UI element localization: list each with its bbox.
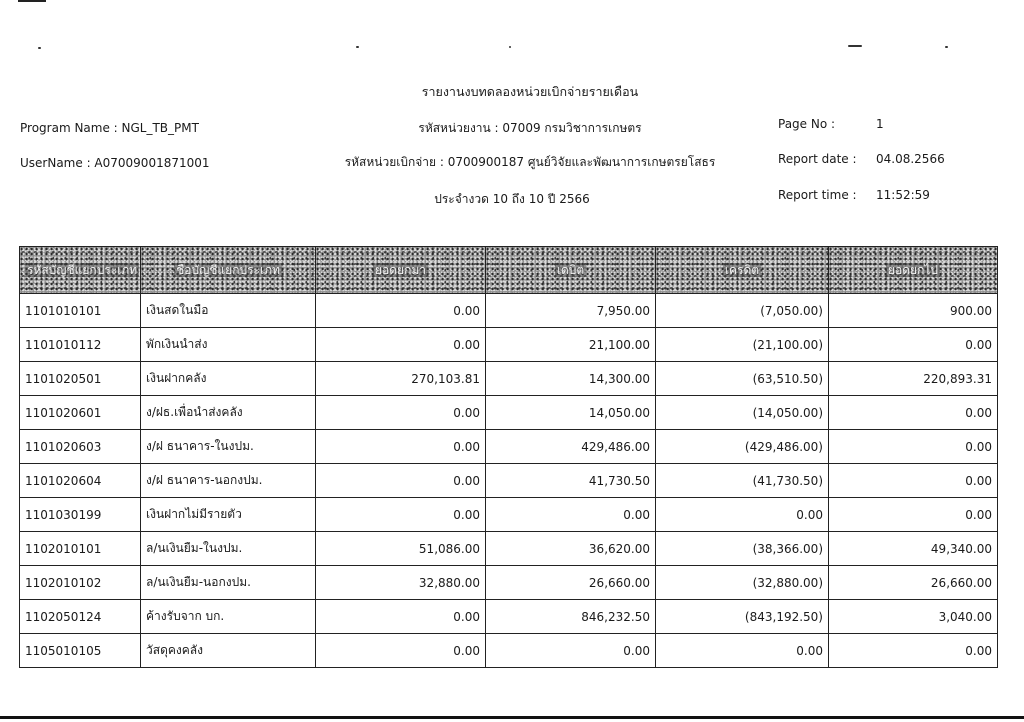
credit-cell: (38,366.00): [656, 532, 829, 566]
debit-cell: 0.00: [486, 634, 656, 668]
credit-cell: (63,510.50): [656, 362, 829, 396]
report-time-label: Report time :: [778, 188, 857, 202]
credit-cell: 0.00: [656, 634, 829, 668]
trial-balance-table: [19, 246, 998, 668]
account-code-cell: 1101020603: [20, 430, 141, 464]
header-brought-forward: ยอดยกมา: [316, 247, 486, 294]
table-row: [20, 634, 998, 668]
debit-cell: 429,486.00: [486, 430, 656, 464]
account-name-cell: ล/นเงินยืม-ในงปม.: [141, 532, 316, 566]
account-code-cell: 1101020604: [20, 464, 141, 498]
table-row: [20, 294, 998, 328]
brought-forward-cell: 0.00: [316, 498, 486, 532]
table-row: [20, 600, 998, 634]
table-row: [20, 430, 998, 464]
program-name: Program Name : NGL_TB_PMT: [20, 121, 199, 135]
carried-forward-cell: 3,040.00: [829, 600, 998, 634]
table-row: [20, 396, 998, 430]
header-carried-forward: ยอดยกไป: [829, 247, 998, 294]
brought-forward-cell: 270,103.81: [316, 362, 486, 396]
scan-speck: [509, 46, 511, 48]
debit-cell: 41,730.50: [486, 464, 656, 498]
table-row: [20, 362, 998, 396]
brought-forward-cell: 0.00: [316, 464, 486, 498]
account-code-cell: 1102010101: [20, 532, 141, 566]
account-code-cell: 1101010101: [20, 294, 141, 328]
header-credit: เครดิต: [656, 247, 829, 294]
account-code-cell: 1101020501: [20, 362, 141, 396]
debit-cell: 26,660.00: [486, 566, 656, 600]
report-date-label: Report date :: [778, 152, 857, 166]
credit-cell: (21,100.00): [656, 328, 829, 362]
table-row: [20, 328, 998, 362]
carried-forward-cell: 49,340.00: [829, 532, 998, 566]
credit-cell: (429,486.00): [656, 430, 829, 464]
table-row: [20, 464, 998, 498]
scan-speck: [356, 46, 359, 48]
table-row: [20, 498, 998, 532]
debit-cell: 7,950.00: [486, 294, 656, 328]
carried-forward-cell: 0.00: [829, 498, 998, 532]
header-account-code: รหัสบัญชีแยกประเภท: [20, 247, 141, 294]
table-header-row: [20, 247, 998, 294]
account-name-cell: เงินฝากคลัง: [141, 362, 316, 396]
carried-forward-cell: 0.00: [829, 396, 998, 430]
table-row: [20, 566, 998, 600]
brought-forward-cell: 32,880.00: [316, 566, 486, 600]
page-number-value: 1: [876, 117, 884, 131]
scan-artifact-top: [18, 0, 46, 2]
debit-cell: 0.00: [486, 498, 656, 532]
report-date-value: 04.08.2566: [876, 152, 945, 166]
credit-cell: (7,050.00): [656, 294, 829, 328]
credit-cell: (41,730.50): [656, 464, 829, 498]
carried-forward-cell: 220,893.31: [829, 362, 998, 396]
account-name-cell: ง/ฝ ธนาคาร-นอกงปม.: [141, 464, 316, 498]
brought-forward-cell: 0.00: [316, 294, 486, 328]
brought-forward-cell: 51,086.00: [316, 532, 486, 566]
account-code-cell: 1101010112: [20, 328, 141, 362]
account-code-cell: 1101030199: [20, 498, 141, 532]
carried-forward-cell: 0.00: [829, 634, 998, 668]
report-period: ประจำงวด 10 ถึง 10 ปี 2566: [434, 192, 590, 206]
brought-forward-cell: 0.00: [316, 600, 486, 634]
page-number-label: Page No :: [778, 117, 836, 131]
carried-forward-cell: 900.00: [829, 294, 998, 328]
account-code-cell: 1102050124: [20, 600, 141, 634]
account-name-cell: เงินสดในมือ: [141, 294, 316, 328]
credit-cell: (14,050.00): [656, 396, 829, 430]
account-name-cell: เงินฝากไม่มีรายตัว: [141, 498, 316, 532]
account-name-cell: ง/ฝธ.เพื่อนำส่งคลัง: [141, 396, 316, 430]
carried-forward-cell: 0.00: [829, 328, 998, 362]
user-name: UserName : A07009001871001: [20, 156, 210, 170]
account-code-cell: 1101020601: [20, 396, 141, 430]
debit-cell: 846,232.50: [486, 600, 656, 634]
scan-speck: [945, 46, 948, 48]
carried-forward-cell: 0.00: [829, 464, 998, 498]
debit-cell: 36,620.00: [486, 532, 656, 566]
header-debit: เดบิต: [486, 247, 656, 294]
credit-cell: 0.00: [656, 498, 829, 532]
report-title: รายงานงบทดลองหน่วยเบิกจ่ายรายเดือน: [421, 84, 639, 99]
credit-cell: (843,192.50): [656, 600, 829, 634]
account-code-cell: 1102010102: [20, 566, 141, 600]
brought-forward-cell: 0.00: [316, 430, 486, 464]
account-name-cell: ค้างรับจาก บก.: [141, 600, 316, 634]
disbursing-unit: รหัสหน่วยเบิกจ่าย : 0700900187 ศูนย์วิจัยและพัฒนาการเกษตรยโสธร: [344, 155, 716, 169]
brought-forward-cell: 0.00: [316, 328, 486, 362]
scan-artifact-bottom: [0, 716, 1024, 719]
agency-code: รหัสหน่วยงาน : 07009 กรมวิชาการเกษตร: [418, 121, 642, 135]
brought-forward-cell: 0.00: [316, 634, 486, 668]
debit-cell: 14,050.00: [486, 396, 656, 430]
account-code-cell: 1105010105: [20, 634, 141, 668]
account-name-cell: พักเงินนำส่ง: [141, 328, 316, 362]
account-name-cell: วัสดุคงคลัง: [141, 634, 316, 668]
carried-forward-cell: 0.00: [829, 430, 998, 464]
brought-forward-cell: 0.00: [316, 396, 486, 430]
scan-speck: [848, 45, 862, 47]
debit-cell: 14,300.00: [486, 362, 656, 396]
header-account-name: ชื่อบัญชีแยกประเภท: [141, 247, 316, 294]
report-time-value: 11:52:59: [876, 188, 930, 202]
table-row: [20, 532, 998, 566]
carried-forward-cell: 26,660.00: [829, 566, 998, 600]
account-name-cell: ง/ฝ ธนาคาร-ในงปม.: [141, 430, 316, 464]
debit-cell: 21,100.00: [486, 328, 656, 362]
scan-speck: [38, 47, 41, 49]
account-name-cell: ล/นเงินยืม-นอกงปม.: [141, 566, 316, 600]
credit-cell: (32,880.00): [656, 566, 829, 600]
